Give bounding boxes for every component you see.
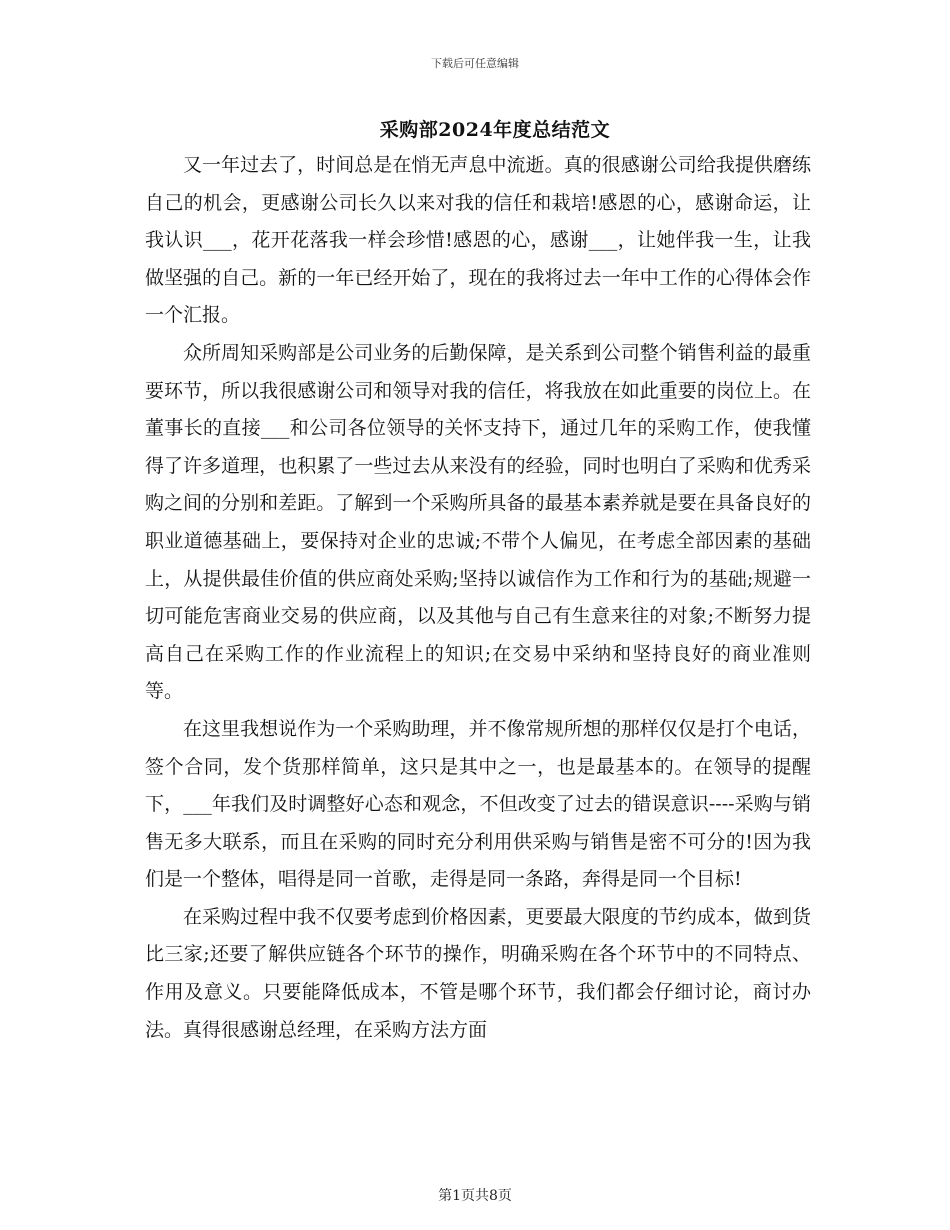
document-title: 采购部2024年度总结范文 <box>379 119 611 141</box>
paragraph-2: 众所周知采购部是公司业务的后勤保障，是关系到公司整个销售利益的最重要环节，所以我很感谢公司和领导对我的信任，将我放在如此重要的岗位上。在董事长的直接___和公司各位领导的关怀支持下，通过几年的采购工作，使我懂得了许多道理，也积累了一些过去从来没有的经验，同时也明白了采购和优秀采购之间的分别和差距。了解到一个采购所具备的最基本素养就是要在具备良好的职业道德基础上，要保持对企业的忠诚;不带个人偏见，在考虑全部因素的基础上，从提供最佳价值的供应商处采购;坚持以诚信作为工作和行为的基础;规避一切可能危害商业交易的供应商，以及其他与自己有生意来往的对象;不断努力提高自己在采购工作的作业流程上的知识;在交易中采纳和坚持良好的商业准则等。 <box>145 341 811 703</box>
paragraph-3: 在这里我想说作为一个采购助理，并不像常规所想的那样仅仅是打个电话，签个合同，发个货那样简单，这只是其中之一，也是最基本的。在领导的提醒下，___年我们及时调整好心态和观念，不但改变了过去的错误意识----采购与销售无多大联系，而且在采购的同时充分利用供采购与销售是密不可分的!因为我们是一个整体，唱得是同一首歌，走得是同一条路，奔得是同一个目标! <box>145 717 811 891</box>
header-note: 下载后可任意编辑 <box>431 57 519 70</box>
paragraph-1: 又一年过去了，时间总是在悄无声息中流逝。真的很感谢公司给我提供磨练自己的机会，更感谢公司长久以来对我的信任和栽培!感恩的心，感谢命运，让我认识___，花开花落我一样会珍惜!感恩的心，感谢___，让她伴我一生，让我做坚强的自己。新的一年已经开始了，现在的我将过去一年中工作的心得体会作一个汇报。 <box>145 154 811 327</box>
document-body <box>145 147 811 1049</box>
paragraph-4: 在采购过程中我不仅要考虑到价格因素，更要最大限度的节约成本，做到货比三家;还要了解供应链各个环节的操作，明确采购在各个环节中的不同特点、作用及意义。只要能降低成本，不管是哪个环节，我们都会仔细讨论，商讨办法。真得很感谢总经理，在采购方法方面 <box>145 905 811 1041</box>
page-number: 第1页共8页 <box>438 1188 512 1204</box>
